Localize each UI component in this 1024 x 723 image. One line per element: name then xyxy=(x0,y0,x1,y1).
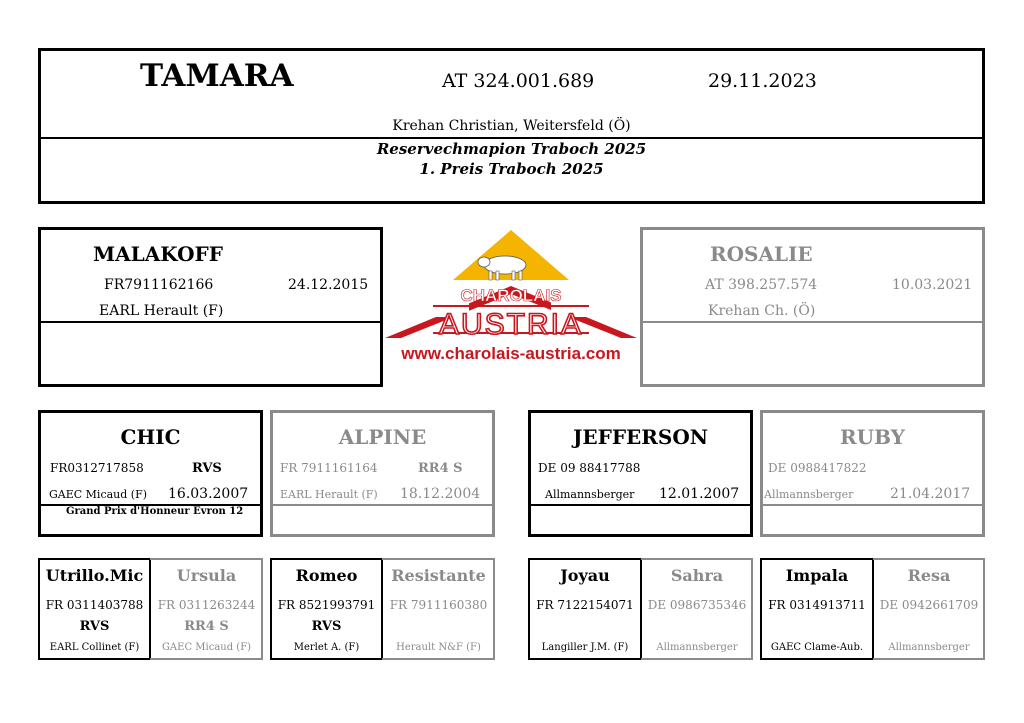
alpine-divider xyxy=(270,504,495,506)
romeo-name: Romeo xyxy=(295,566,358,585)
ursula-code: RR4 S xyxy=(184,619,229,634)
alpine-name: ALPINE xyxy=(338,425,427,449)
dam-divider xyxy=(640,321,985,323)
ursula-name: Ursula xyxy=(176,566,237,585)
sire-breeder: EARL Herault (F) xyxy=(99,303,224,319)
ruby-name: RUBY xyxy=(840,425,905,449)
joyau-registration: FR 7122154071 xyxy=(536,598,634,612)
resistante-name: Resistante xyxy=(391,566,486,585)
utrillo-name: Utrillo.Mic xyxy=(45,566,144,585)
impala-registration: FR 0314913711 xyxy=(768,598,866,612)
romeo-breeder: Merlet A. (F) xyxy=(293,642,360,653)
ursula-registration: FR 0311263244 xyxy=(157,598,256,612)
resistante-registration: FR 7911160380 xyxy=(389,598,488,612)
dam-birthdate: 10.03.2021 xyxy=(892,277,973,293)
jefferson-divider xyxy=(528,504,753,506)
jefferson-birthdate: 12.01.2007 xyxy=(659,486,740,502)
sahra-registration: DE 0986735346 xyxy=(647,598,747,612)
animal-name: TAMARA xyxy=(140,58,294,94)
alpine-breeder: EARL Herault (F) xyxy=(280,488,378,501)
sire-registration: FR7911162166 xyxy=(104,277,214,293)
dam-name: ROSALIE xyxy=(710,242,813,266)
ursula-breeder: GAEC Micaud (F) xyxy=(161,642,252,653)
award-line-2: 1. Preis Traboch 2025 xyxy=(419,160,604,178)
resa-name: Resa xyxy=(907,566,951,585)
award-line-1: Reservechmapion Traboch 2025 xyxy=(376,140,647,158)
logo-brand-line2: AUSTRIA xyxy=(438,308,584,341)
alpine-registration: FR 7911161164 xyxy=(280,461,378,475)
sahra-breeder: Allmannsberger xyxy=(656,642,738,653)
joyau-name: Joyau xyxy=(560,566,610,585)
romeo-code: RVS xyxy=(311,619,342,634)
sire-birthdate: 24.12.2015 xyxy=(288,277,369,293)
charolais-austria-logo xyxy=(385,228,637,368)
logo-brand-line1: CHAROLAIS xyxy=(460,286,562,305)
animal-birthdate: 29.11.2023 xyxy=(708,70,817,92)
resa-breeder: Allmannsberger xyxy=(888,642,970,653)
resa-registration: DE 0942661709 xyxy=(879,598,979,612)
sahra-name: Sahra xyxy=(670,566,724,585)
romeo-registration: FR 8521993791 xyxy=(277,598,376,612)
jefferson-breeder: Allmannsberger xyxy=(545,488,635,501)
dam-breeder: Krehan Ch. (Ö) xyxy=(708,303,816,319)
jefferson-registration: DE 09 88417788 xyxy=(538,461,641,475)
chic-award: Grand Prix d'Honneur Evron 12 xyxy=(66,506,244,517)
ruby-birthdate: 21.04.2017 xyxy=(890,486,971,502)
alpine-code: RR4 S xyxy=(418,461,463,476)
impala-name: Impala xyxy=(785,566,849,585)
animal-registration: AT 324.001.689 xyxy=(442,70,595,92)
ruby-breeder: Allmannsberger xyxy=(764,488,854,501)
sire-name: MALAKOFF xyxy=(93,242,223,266)
utrillo-breeder: EARL Collinet (F) xyxy=(49,642,140,653)
logo-url: www.charolais-austria.com xyxy=(401,344,621,363)
impala-breeder: GAEC Clame-Aub. xyxy=(770,642,864,653)
sire-divider xyxy=(38,321,383,323)
alpine-birthdate: 18.12.2004 xyxy=(400,486,481,502)
utrillo-registration: FR 0311403788 xyxy=(45,598,144,612)
ruby-divider xyxy=(760,504,985,506)
header-divider xyxy=(38,137,985,139)
jefferson-name: JEFFERSON xyxy=(572,425,709,449)
chic-breeder: GAEC Micaud (F) xyxy=(49,488,148,501)
ruby-registration: DE 0988417822 xyxy=(768,461,867,475)
chic-registration: FR0312717858 xyxy=(50,461,144,475)
chic-birthdate: 16.03.2007 xyxy=(168,486,249,502)
animal-breeder: Krehan Christian, Weitersfeld (Ö) xyxy=(392,118,631,134)
joyau-breeder: Langiller J.M. (F) xyxy=(541,642,629,653)
resistante-breeder: Herault N&F (F) xyxy=(396,642,481,653)
chic-name: CHIC xyxy=(120,425,181,449)
utrillo-code: RVS xyxy=(79,619,110,634)
dam-registration: AT 398.257.574 xyxy=(705,277,818,293)
chic-code: RVS xyxy=(192,461,222,476)
